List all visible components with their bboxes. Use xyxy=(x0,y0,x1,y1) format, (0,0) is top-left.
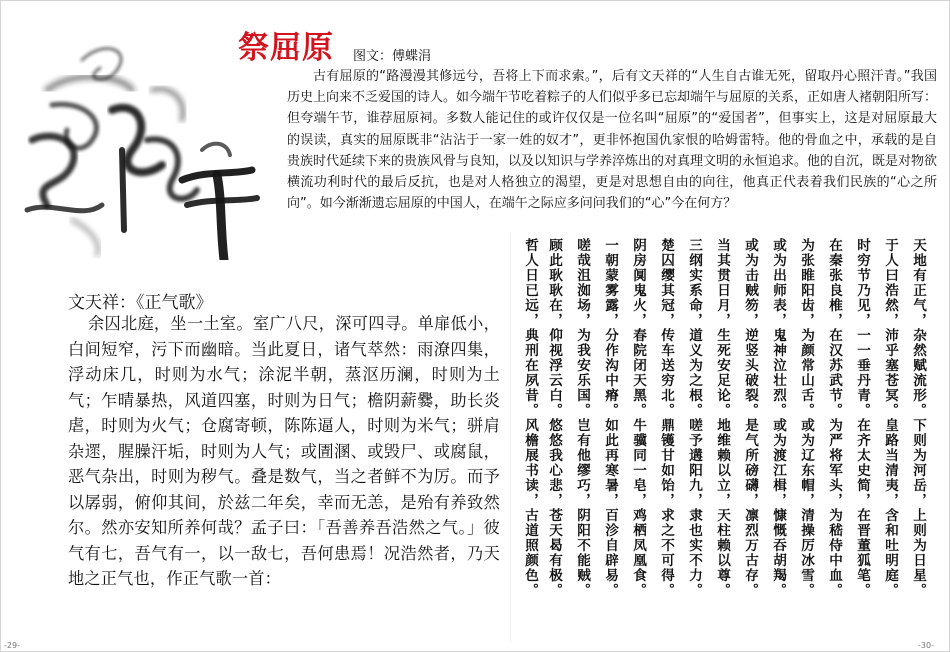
article-title: 祭屈原 xyxy=(238,30,334,66)
poem-preface-text: 余囚北庭，坐一土室。室广八尺，深可四寻。单扉低小，白间短窄，污下而幽暗。当此夏日，诸气萃然：雨潦四集，浮动床几，时则为水气；涂泥半朝，蒸沤历澜，时则为土气；乍晴暴热，风道四塞，时则为日气；檐阴薪爨，助长炎虐，时则为火气；仓腐寄顿，陈陈逼人，时则为米气；骈肩杂遝，腥臊汗垢，时则为人气；或圊溷、或毁尸、或腐鼠，恶气杂出，时则为秽气。叠是数气，当之者鲜不为厉。而予以孱弱，俯仰其间，於兹二年矣，幸而无恙，是殆有养致然尔。然亦安知所养何哉？孟子曰：「吾善养吾浩然之气。」彼气有七，吾气有一，以一敌七，吾何患焉！况浩然者，乃天地之正气也，作正气歌一首： xyxy=(68,314,500,588)
page-number-right: -30- xyxy=(918,641,934,650)
article-byline: 图文：傅蝶涓 xyxy=(353,49,432,64)
verse-column: 或为击贼笏，逆竖头破裂。是气所磅礴，凛烈万古存。 xyxy=(742,238,758,598)
verse-column: 于人曰浩然，沛乎塞苍冥。皇路当清夷，含和吐明庭。 xyxy=(882,238,898,598)
intro-text: 古有屈原的“路漫漫其修远兮，吾将上下而求索。”，后有文天祥的“人生自古谁无死，留取丹心照汗青。”我国历史上向来不乏爱国的诗人。如今端午节吃着粽子的人们似乎多已忘却端午与屈原的关系，正如唐人褚朝阳所写：但夸端午节，谁荐屈原祠。多数人能记住的或许仅仅是一位名叫“屈原”的“爱国者”，但事实上，这是对屈原最大的误读，真实的屈原既非“沾沾于一家一姓的奴才”，更非怀抱国仇家恨的哈姆雷特。他的骨血之中，承载的是自贵族时代延续下来的贵族风骨与良知，以及以知识与学养淬炼出的对真理文明的永恒追求。他的自沉，既是对物欲横流功利时代的最后反抗，也是对人格独立的渴望，更是对思想自由的向往，他真正代表着我们民族的“心之所向”。如今渐渐遗忘屈原的中国人，在端午之际应多问问我们的“心”今在何方？ xyxy=(287,69,938,212)
intro-paragraph xyxy=(287,66,937,214)
page-gutter xyxy=(510,232,511,642)
verse-column: 为张睢阳齿，为颜常山舌。或为辽东帽，清操厉冰雪。 xyxy=(798,238,814,598)
verse-column: 顾此耿耿在，仰视浮云白。悠悠我心悲，苍天曷有极。 xyxy=(546,238,562,598)
verse-column: 一朝蒙雾露，分作沟中瘠。如此再寒暑，百沴自辟易。 xyxy=(602,238,618,598)
verse-column: 阴房阒鬼火，春院闭天黑。牛骥同一皂，鸡栖凤凰食。 xyxy=(630,238,646,598)
verse-column: 时穷节乃见，一一垂丹青。在齐太史简，在晋董狐笔。 xyxy=(854,238,870,598)
poem-preface xyxy=(68,311,500,592)
verse-column: 三纲实系命，道义为之根。嗟予遘阳九，隶也实不力。 xyxy=(686,238,702,598)
verse-column: 当其贯日月，生死安足论。地维赖以立，天柱赖以尊。 xyxy=(714,238,730,598)
verse-column: 楚囚缨其冠，传车送穷北。鼎镬甘如饴，求之不可得。 xyxy=(658,238,674,598)
verse-column: 在秦张良椎，在汉苏武节。为严将军头，为嵇侍中血。 xyxy=(826,238,842,598)
verse-column: 嗟哉沮洳场，为我安乐国。岂有他缪巧，阴阳不能贼。 xyxy=(574,238,590,598)
duanwu-calligraphy-art xyxy=(12,30,262,260)
poem-heading: 文天祥：《正气歌》 xyxy=(68,293,213,313)
page-number-left: -29- xyxy=(4,641,20,650)
verse-column: 哲人日已远，典刑在夙昔。风檐展书读，古道照颜色。 xyxy=(522,238,538,598)
verse-column: 天地有正气，杂然赋流形。下则为河岳，上则为日星。 xyxy=(910,238,926,598)
verse-column: 或为出师表，鬼神泣壮烈。或为渡江楫，慷慨吞胡羯。 xyxy=(770,238,786,598)
